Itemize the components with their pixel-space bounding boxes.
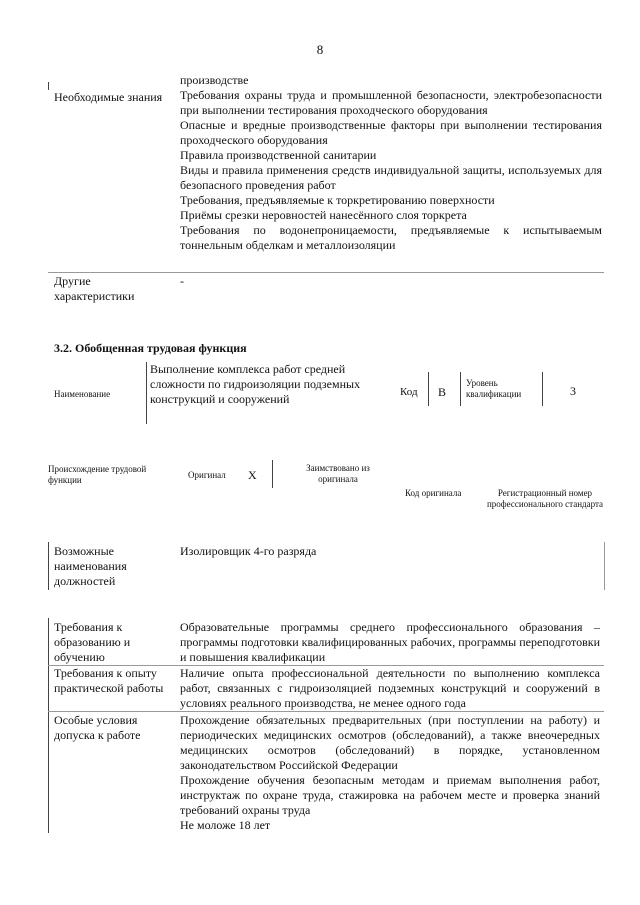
cell-border (604, 542, 605, 590)
other-label: Другие характеристики (54, 274, 135, 303)
experience-value: Наличие опыта профессиональной деятельности по выполнению комплекса работ, связанных с гидроизоляцией подземных конструкций и сооружений в условиях реального производства, не менее одного года (180, 666, 600, 710)
positions-label: Возможные наименования должностей (54, 544, 127, 588)
knowledge-item: Требования охраны труда и промышленной безопасности, электробезопасности при выполнении тестирования проходческого оборудования (180, 88, 602, 117)
knowledge-list (180, 73, 602, 253)
original-mark: Х (248, 468, 257, 482)
cell-border (48, 542, 49, 590)
cell-border (428, 372, 429, 406)
other-value: - (180, 274, 184, 288)
code-original-label: Код оригинала (405, 488, 462, 498)
origin-label: Происхождение трудовой функции (48, 464, 147, 485)
cell-border (460, 372, 461, 406)
knowledge-item: Виды и правила применения средств индивидуальной защиты, используемых для безопасного проведения работ (180, 163, 602, 192)
level-label: Уровень квалификации (466, 378, 522, 399)
cell-border (146, 362, 147, 424)
name-label: Наименование (54, 389, 111, 399)
code-value: В (438, 385, 447, 399)
function-name: Выполнение комплекса работ средней сложности по гидроизоляции подземных конструкций и сооружений (150, 362, 361, 406)
row-divider (48, 711, 604, 712)
row-divider (48, 272, 604, 273)
cell-border (272, 460, 273, 488)
condition-item: Прохождение обязательных предварительных (при поступлении на работу) и периодических медицинских осмотров (обследований), а также внеочередных медицинских осмотров (обследований) в порядке, установленном законодательством Российской Федерации (180, 713, 600, 772)
code-label: Код (400, 386, 418, 398)
special-conditions-list (180, 713, 600, 833)
education-value: Образовательные программы среднего профессионального образования – программы подготовки квалифицированных рабочих, программы переподготовки и повышения квалификации (180, 620, 600, 664)
condition-item: Не моложе 18 лет (180, 818, 271, 832)
knowledge-item: Опасные и вредные производственные факторы при выполнении тестирования проходческого оборудования (180, 118, 602, 147)
cell-border (542, 372, 543, 406)
original-label: Оригинал (188, 470, 226, 480)
condition-item: Прохождение обучения безопасным методам и приемам выполнения работ, инструктаж по охране труда, стажировка на рабочем месте и проверка знаний требований охраны труда (180, 773, 600, 817)
page-number: 8 (316, 42, 324, 57)
level-value: 3 (570, 384, 576, 398)
knowledge-item: Приёмы срезки неровностей нанесённого слоя торкрета (180, 208, 467, 222)
cell-border (48, 82, 49, 90)
cell-border (48, 618, 49, 833)
reg-number-label: Регистрационный номер профессионального стандарта (486, 488, 604, 509)
knowledge-label: Необходимые знания (54, 90, 163, 104)
education-label: Требования к образованию и обучению (54, 620, 131, 664)
positions-value: Изолировщик 4-го разряда (180, 544, 317, 558)
special-conditions-label: Особые условия допуска к работе (54, 713, 141, 742)
knowledge-item: Правила производственной санитарии (180, 148, 377, 162)
experience-label: Требования к опыту практической работы (54, 666, 164, 695)
knowledge-item: Требования по водонепроницаемости, предъявляемые к испытываемым тоннельным обделкам и металлоизоляции (180, 223, 602, 252)
knowledge-continuation: производстве (180, 73, 249, 87)
knowledge-item: Требования, предъявляемые к торкретированию поверхности (180, 193, 495, 207)
borrowed-label: Заимствовано из оригинала (306, 463, 370, 484)
section-heading: 3.2. Обобщенная трудовая функция (54, 341, 247, 355)
